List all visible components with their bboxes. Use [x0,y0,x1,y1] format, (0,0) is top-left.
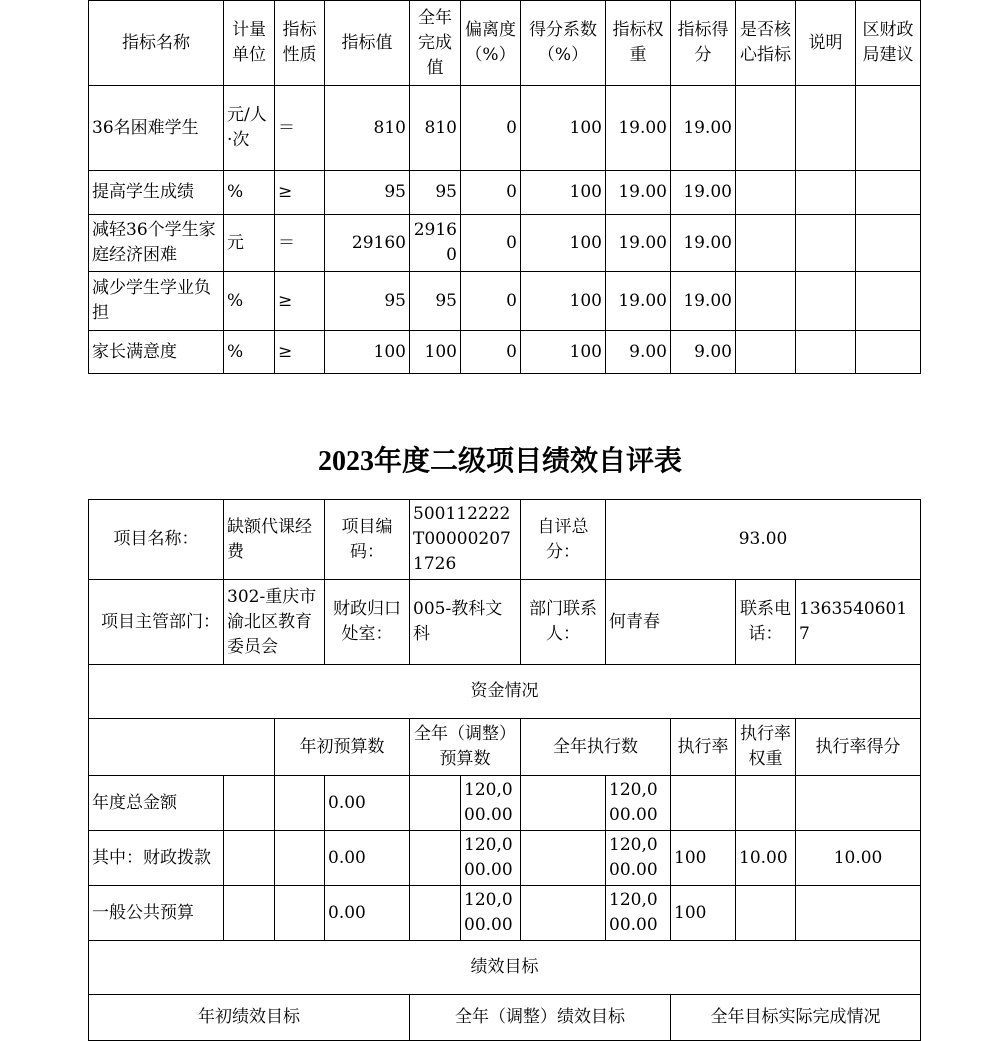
indicator-row [89,272,921,331]
self-score-label: 自评总分： [521,500,606,580]
funds-rate: 100 [671,886,736,941]
indicator-advice [856,272,921,331]
header-cell: 是否核心指标 [736,1,796,86]
blank-cell [275,831,325,886]
funds-row-label: 其中：财政拨款 [89,831,224,886]
indicator-value: 100 [325,331,410,374]
indicator-deviation: 0 [461,215,521,272]
indicator-coef: 100 [521,171,606,215]
indicator-weight: 19.00 [606,86,671,171]
indicator-completed: 29160 [410,215,461,272]
funds-header-row [89,719,921,776]
funds-row-label: 一般公共预算 [89,886,224,941]
funds-adjusted: 120,000.00 [461,886,521,941]
indicator-deviation: 0 [461,272,521,331]
indicator-advice [856,331,921,374]
header-cell: 指标值 [325,1,410,86]
indicator-header-row [89,1,921,86]
funds-rate-score [796,776,921,831]
contact: 何青春 [606,580,736,665]
header-cell: 全年完成值 [410,1,461,86]
office-label: 财政归口处室： [325,580,410,665]
funds-rate-weight [736,776,796,831]
funds-header-rate-weight: 执行率权重 [736,719,796,776]
indicator-name: 提高学生成绩 [89,171,224,215]
funds-header-rate: 执行率 [671,719,736,776]
funds-rate-score [796,886,921,941]
funds-rate-weight: 10.00 [736,831,796,886]
header-cell: 得分系数（%） [521,1,606,86]
indicator-name: 减少学生学业负担 [89,272,224,331]
indicator-weight: 19.00 [606,171,671,215]
funds-row [89,831,921,886]
indicator-unit: % [224,272,275,331]
indicator-unit: 元/人·次 [224,86,275,171]
indicator-core [736,215,796,272]
header-cell: 指标得分 [671,1,736,86]
funds-rate-weight [736,886,796,941]
blank-cell [521,776,606,831]
indicator-nature: ＝ [275,86,325,171]
goals-section-label: 绩效目标 [89,941,921,995]
indicator-weight: 19.00 [606,215,671,272]
funds-header-rate-score: 执行率得分 [796,719,921,776]
blank-cell [410,831,461,886]
indicator-note [796,331,856,374]
indicator-completed: 95 [410,272,461,331]
indicator-row [89,171,921,215]
indicator-unit: 元 [224,215,275,272]
funds-initial: 0.00 [325,831,410,886]
blank-cell [521,831,606,886]
indicator-note [796,171,856,215]
project-code: 500112222T000002071726 [410,500,521,580]
funds-header-blank [89,719,275,776]
indicator-score: 19.00 [671,86,736,171]
indicator-completed: 810 [410,86,461,171]
header-cell: 区财政局建议 [856,1,921,86]
goals-section-row [89,941,921,995]
indicator-score: 19.00 [671,171,736,215]
header-cell: 指标性质 [275,1,325,86]
dept-label: 项目主管部门： [89,580,224,665]
funds-header-adjusted: 全年（调整）预算数 [410,719,521,776]
indicator-deviation: 0 [461,171,521,215]
indicator-coef: 100 [521,215,606,272]
indicator-table [88,0,921,374]
funds-row-label: 年度总金额 [89,776,224,831]
indicator-name: 家长满意度 [89,331,224,374]
funds-section-row [89,665,921,719]
indicator-value: 810 [325,86,410,171]
indicator-weight: 9.00 [606,331,671,374]
blank-cell [275,886,325,941]
funds-header-executed: 全年执行数 [521,719,671,776]
indicator-unit: % [224,331,275,374]
indicator-note [796,272,856,331]
funds-adjusted: 120,000.00 [461,776,521,831]
indicator-advice [856,215,921,272]
funds-executed: 120,000.00 [606,776,671,831]
indicator-advice [856,171,921,215]
phone-label: 联系电话： [736,580,796,665]
indicator-row [89,331,921,374]
funds-executed: 120,000.00 [606,831,671,886]
goals-header-actual: 全年目标实际完成情况 [671,995,921,1041]
funds-rate [671,776,736,831]
header-cell: 指标权重 [606,1,671,86]
indicator-note [796,86,856,171]
blank-cell [410,886,461,941]
indicator-row [89,86,921,171]
indicator-weight: 19.00 [606,272,671,331]
dept: 302-重庆市渝北区教育委员会 [224,580,325,665]
goals-header-initial: 年初绩效目标 [89,995,410,1041]
funds-initial: 0.00 [325,886,410,941]
indicator-coef: 100 [521,86,606,171]
indicator-unit: % [224,171,275,215]
evaluation-table [88,499,921,1041]
goals-header-row [89,995,921,1041]
indicator-score: 19.00 [671,272,736,331]
department-row [89,580,921,665]
funds-initial: 0.00 [325,776,410,831]
office: 005-教科文科 [410,580,521,665]
indicator-core [736,171,796,215]
blank-cell [521,886,606,941]
project-name-label: 项目名称： [89,500,224,580]
indicator-deviation: 0 [461,86,521,171]
project-code-label: 项目编码： [325,500,410,580]
indicator-score: 9.00 [671,331,736,374]
funds-rate: 100 [671,831,736,886]
indicator-core [736,272,796,331]
blank-cell [275,776,325,831]
blank-cell [224,886,275,941]
header-cell: 偏离度（%） [461,1,521,86]
header-cell: 计量单位 [224,1,275,86]
header-cell: 指标名称 [89,1,224,86]
indicator-coef: 100 [521,272,606,331]
header-cell: 说明 [796,1,856,86]
funds-adjusted: 120,000.00 [461,831,521,886]
indicator-row [89,215,921,272]
indicator-coef: 100 [521,331,606,374]
indicator-core [736,86,796,171]
indicator-completed: 100 [410,331,461,374]
indicator-deviation: 0 [461,331,521,374]
funds-rate-score: 10.00 [796,831,921,886]
indicator-value: 29160 [325,215,410,272]
phone: 13635406017 [796,580,921,665]
goals-header-adjusted: 全年（调整）绩效目标 [410,995,671,1041]
indicator-nature: ＝ [275,215,325,272]
indicator-name: 36名困难学生 [89,86,224,171]
indicator-value: 95 [325,272,410,331]
indicator-nature: ≥ [275,272,325,331]
self-score: 93.00 [606,500,921,580]
funds-row [89,776,921,831]
contact-label: 部门联系人： [521,580,606,665]
indicator-advice [856,86,921,171]
indicator-completed: 95 [410,171,461,215]
project-name: 缺额代课经费 [224,500,325,580]
indicator-note [796,215,856,272]
indicator-name: 减轻36个学生家庭经济困难 [89,215,224,272]
indicator-nature: ≥ [275,171,325,215]
indicator-score: 19.00 [671,215,736,272]
funds-row [89,886,921,941]
blank-cell [224,776,275,831]
funds-header-initial: 年初预算数 [275,719,410,776]
funds-section-label: 资金情况 [89,665,921,719]
indicator-value: 95 [325,171,410,215]
project-row [89,500,921,580]
blank-cell [224,831,275,886]
blank-cell [410,776,461,831]
indicator-core [736,331,796,374]
indicator-nature: ≥ [275,331,325,374]
funds-executed: 120,000.00 [606,886,671,941]
page-title: 2023年度二级项目绩效自评表 [317,446,682,477]
